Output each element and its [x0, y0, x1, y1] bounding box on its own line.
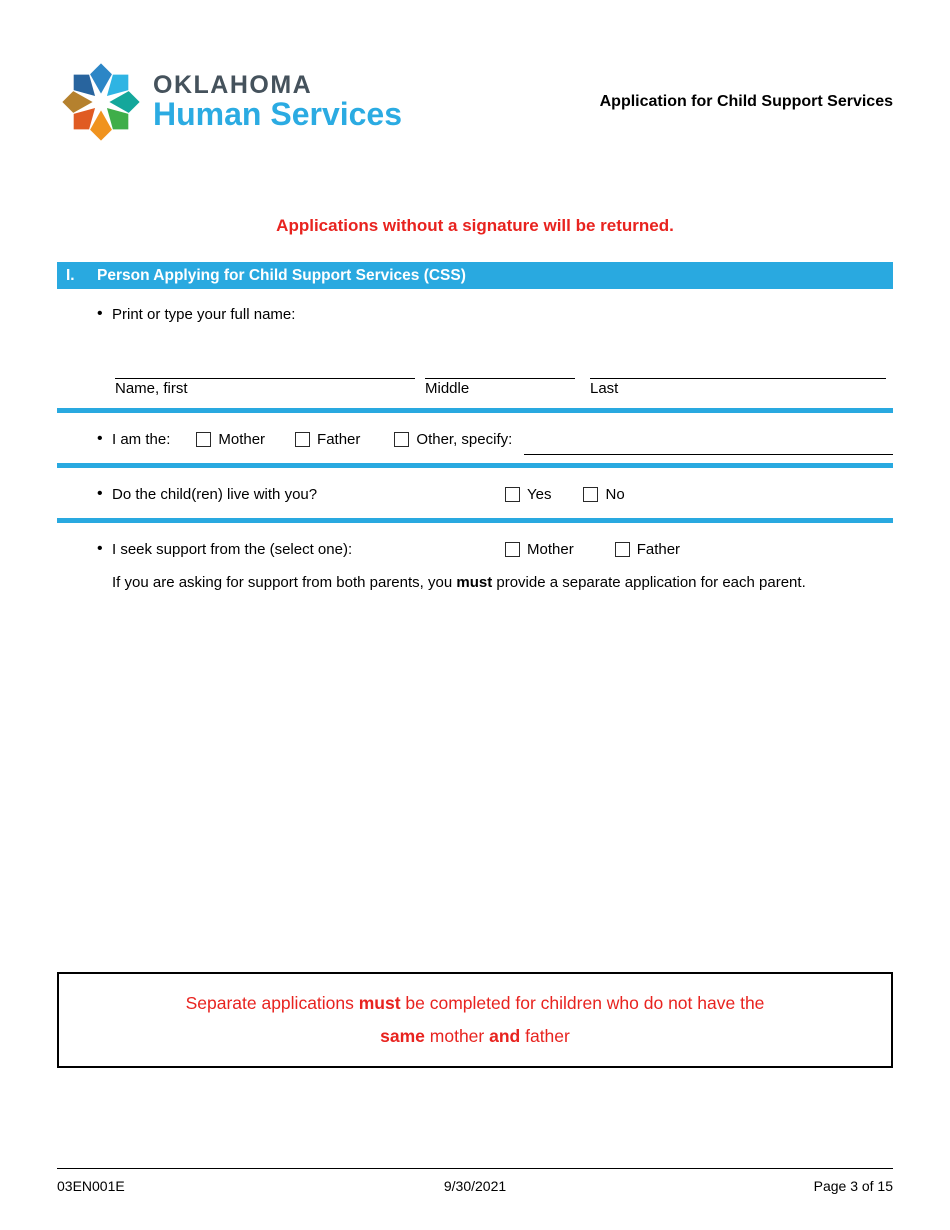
section-divider — [57, 463, 893, 468]
section-divider — [57, 518, 893, 523]
section-header-bar — [57, 262, 893, 289]
name-prompt-row — [57, 305, 893, 323]
checkbox-support-mother[interactable] — [505, 542, 520, 557]
role-other-label: Other, specify: — [416, 430, 513, 448]
middle-name-label: Middle — [425, 380, 470, 397]
ohs-star-icon — [57, 60, 145, 144]
live-yes-label: Yes — [527, 485, 552, 503]
role-label: I am the: — [112, 430, 171, 448]
role-father-label: Father — [317, 430, 361, 448]
revision-date: 9/30/2021 — [443, 1178, 507, 1194]
name-fields-row — [57, 365, 893, 397]
first-name-field — [115, 365, 415, 397]
name-prompt-label: Print or type your full name: — [112, 305, 296, 323]
bullet-icon — [97, 430, 112, 448]
bullet-icon — [97, 305, 112, 323]
warning-line-1 — [186, 993, 765, 1014]
support-mother-option — [505, 541, 574, 558]
separate-applications-warning-box — [57, 972, 893, 1068]
warning-line-2 — [380, 1026, 570, 1047]
warning-l2-mid: mother — [424, 1026, 490, 1046]
live-no-label: No — [605, 485, 625, 503]
warning-l1-bold: must — [358, 993, 401, 1013]
section-divider — [57, 408, 893, 413]
first-name-label: Name, first — [115, 380, 188, 397]
both-parents-note — [112, 572, 877, 594]
live-with-yes-option — [505, 486, 551, 503]
signature-notice: Applications without a signature will be returned. — [276, 216, 674, 235]
warning-l2-bold-and: and — [489, 1026, 521, 1046]
note-text-bold: must — [456, 574, 493, 591]
warning-l2-bold-same: same — [380, 1026, 425, 1046]
page-number: Page 3 of 15 — [813, 1178, 894, 1194]
checkbox-live-yes[interactable] — [505, 487, 520, 502]
role-other-option — [394, 431, 512, 448]
checkbox-support-father[interactable] — [615, 542, 630, 557]
page-footer — [57, 1168, 893, 1194]
logo-text — [153, 72, 402, 132]
warning-l1-pre: Separate applications — [185, 993, 359, 1013]
warning-l1-post: be completed for children who do not have the — [400, 993, 765, 1013]
page-header — [0, 0, 950, 144]
section-title: Person Applying for Child Support Services (CSS) — [97, 266, 466, 284]
bullet-icon — [97, 540, 112, 558]
checkbox-role-mother[interactable] — [196, 432, 211, 447]
checkbox-role-father[interactable] — [295, 432, 310, 447]
seek-support-label: I seek support from the (select one): — [112, 540, 353, 558]
logo-line-human-services: Human Services — [153, 96, 403, 133]
live-with-label: Do the child(ren) live with you? — [112, 485, 318, 503]
document-title: Application for Child Support Services — [599, 93, 893, 110]
role-mother-label: Mother — [218, 430, 266, 448]
last-name-field — [590, 365, 886, 397]
other-specify-input[interactable] — [524, 438, 893, 455]
last-name-input[interactable] — [590, 365, 886, 379]
logo-line-oklahoma: OKLAHOMA — [153, 71, 313, 100]
section-number: I. — [66, 266, 75, 284]
checkbox-live-no[interactable] — [583, 487, 598, 502]
support-father-label: Father — [636, 540, 681, 558]
seek-support-row — [57, 536, 893, 562]
live-with-row — [57, 481, 893, 507]
first-name-input[interactable] — [115, 365, 415, 379]
support-father-option — [615, 541, 680, 558]
role-father-option — [295, 431, 360, 448]
ohs-logo — [57, 60, 402, 144]
last-name-label: Last — [590, 380, 619, 397]
support-mother-label: Mother — [527, 540, 574, 558]
middle-name-field — [425, 365, 575, 397]
middle-name-input[interactable] — [425, 365, 575, 379]
live-with-no-option — [583, 486, 624, 503]
note-text-post: provide a separate application for each parent. — [492, 574, 806, 591]
bullet-icon — [97, 485, 112, 503]
form-number: 03EN001E — [57, 1178, 125, 1194]
note-text-pre: If you are asking for support from both parents, you — [112, 574, 457, 591]
warning-l2-post: father — [520, 1026, 570, 1046]
checkbox-role-other[interactable] — [394, 432, 409, 447]
role-row — [57, 426, 893, 452]
role-mother-option — [196, 431, 265, 448]
